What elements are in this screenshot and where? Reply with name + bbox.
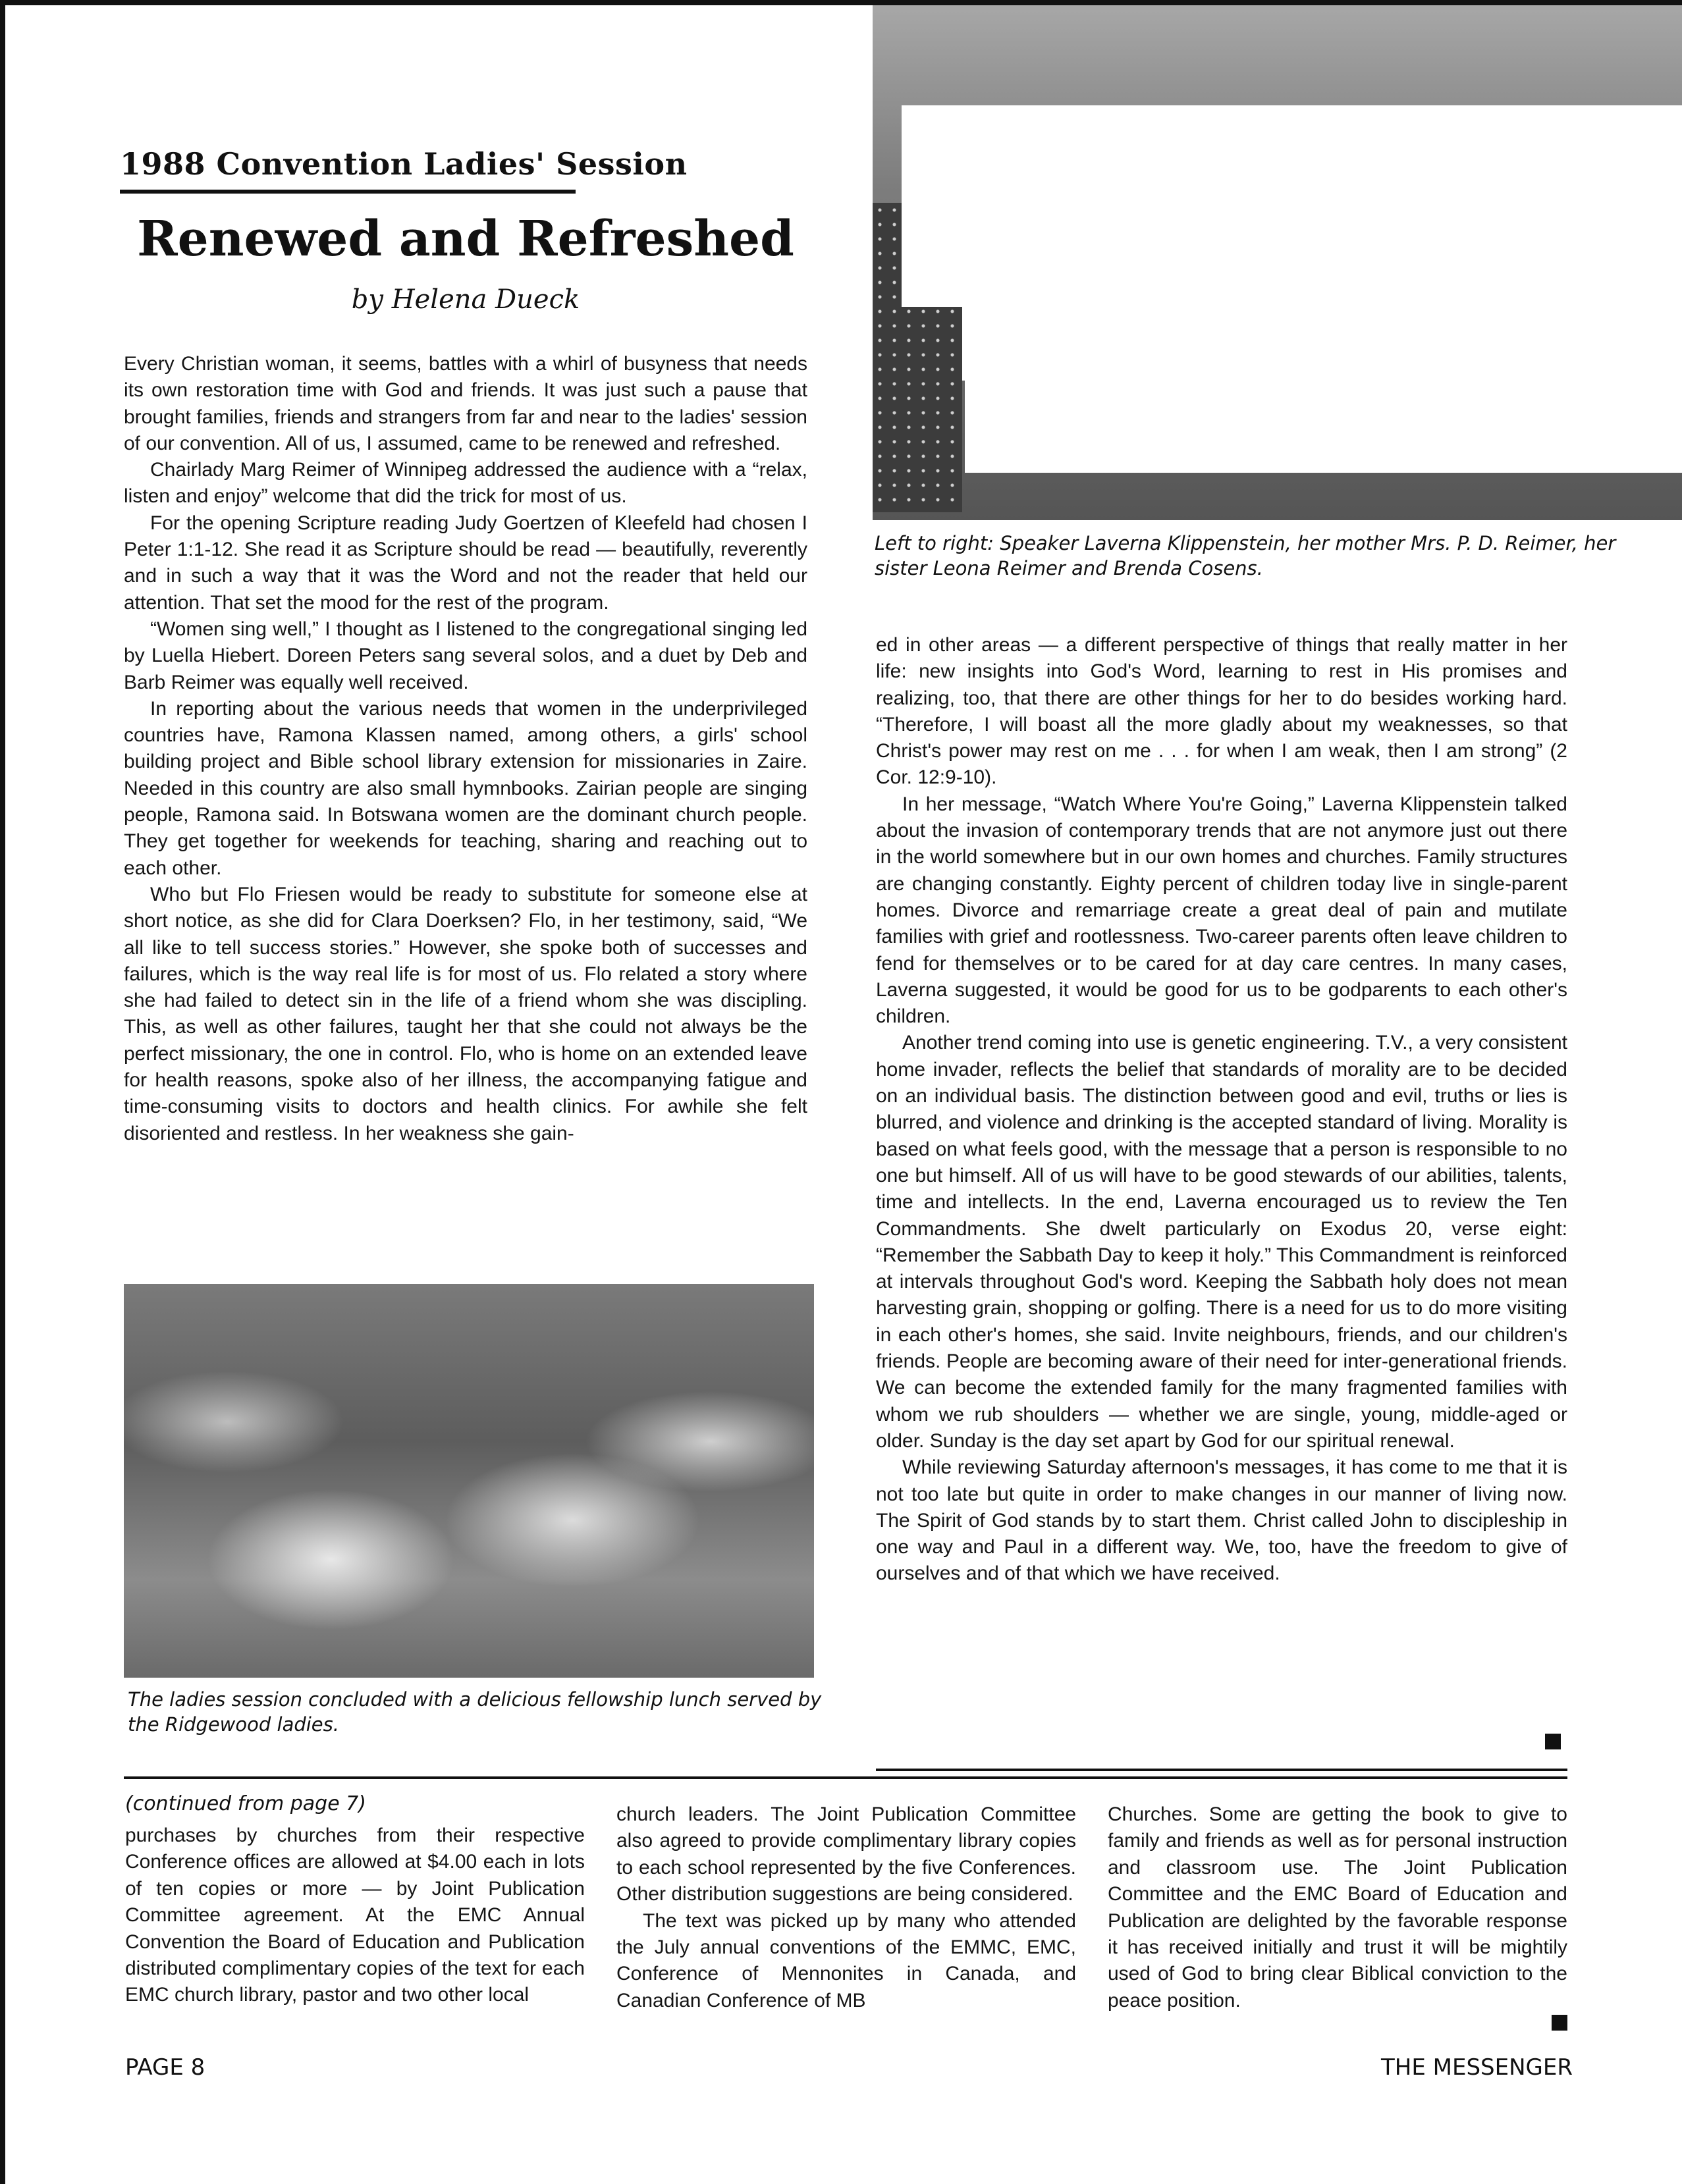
article-column-left xyxy=(124,351,807,1147)
paragraph: In reporting about the various needs that women in the underprivileged countries have, Ramona Klassen named, among others, a girls' school building project and Bible school library extension for missionaries in Zaire. Needed in this country are also small hymnbooks. Zairian people are singing people, Ramona said. In Botswana women are the dominant church people. They get together for weekends for teaching, sharing and reaching out to each other. xyxy=(124,697,807,879)
continued-column-1 xyxy=(125,1823,585,2009)
article-column-right xyxy=(876,632,1567,1587)
page-number: PAGE 8 xyxy=(125,2054,205,2081)
continued-column-2 xyxy=(616,1801,1076,2014)
paragraph: Chairlady Marg Reimer of Winnipeg addressed the audience with a “relax, listen and enjoy” welcome that did the trick for most of us. xyxy=(124,459,807,508)
paragraph: church leaders. The Joint Publication Committee also agreed to provide complimentary library copies to each school represented by the five Conferences. Other distribution suggestions are being considered. xyxy=(616,1803,1076,1905)
paragraph: The text was picked up by many who attended the July annual conventions of the EMMC, EMC, Conference of Mennonites in Canada, and Canadian Conference of MB xyxy=(616,1909,1076,2011)
continued-end-mark xyxy=(1552,2015,1567,2031)
paragraph: purchases by churches from their respective Conference offices are allowed at $4.00 each in lots of ten copies or more — by Joint Publication Committee agreement. At the EMC Annual Convention the Board of Education and Publication distributed complimentary copies of the text for each EMC church library, pastor and two other local xyxy=(125,1824,585,2006)
photo-redaction xyxy=(965,381,1682,473)
photo-caption-bottom: The ladies session concluded with a delicious fellowship lunch served by the Ridgewood ladies. xyxy=(128,1688,822,1736)
paragraph: While reviewing Saturday afternoon's messages, it has come to me that it is not too late but quite in order to make changes in our manner of living now. The Spirit of God stands by to start them. Christ called John to discipleship in one way and Paul in a different way. We, too, have the freedom to give of ourselves and of that which we have received. xyxy=(876,1456,1567,1585)
paragraph: For the opening Scripture reading Judy Goertzen of Kleefeld had chosen I Peter 1:1-12. She read it as Scripture should be read — beautifully, reverently and in such a way that it was the Word and not the reader that held our attention. That set the mood for the rest of the program. xyxy=(124,512,807,614)
paragraph: “Women sing well,” I thought as I listened to the congregational singing led by Luella Hiebert. Doreen Peters sang several solos, and a duet by Deb and Barb Reimer was equally well received. xyxy=(124,618,807,693)
column-rule xyxy=(876,1769,1567,1771)
photo-caption-top: Left to right: Speaker Laverna Klippenstein, her mother Mrs. P. D. Reimer, her sister Leona Reimer and Brenda Cosens. xyxy=(875,532,1616,579)
speakers-photo xyxy=(873,5,1682,520)
article-byline: by Helena Dueck xyxy=(351,284,580,315)
fellowship-lunch-photo xyxy=(124,1284,814,1678)
paragraph: Another trend coming into use is genetic engineering. T.V., a very consistent home invader, reflects the belief that standards of morality are to be decided on an individual basis. The distinction between good and evil, truths or lies is blurred, and violence and drinking is the accepted standard of living. Morality is based on what feels good, with the message that a person is responsible to no one but himself. All of us will have to be good stewards of our abilities, talents, time and intellects. In the end, Laverna encouraged us to review the Ten Commandments. She dwelt particularly on Exodus 20, verse eight: “Remember the Sabbath Day to keep it holy.” This Commandment is reinforced at intervals throughout God's word. Keeping the Sabbath holy does not mean harvesting grain, shopping or golfing. There is a need for us to do more visiting in each other's homes, she said. Invite neighbours, friends, and our children's friends. People are becoming aware of their need for inter-generational friends. We can become the extended family for the many fragmented families with whom we rub shoulders — whether we are single, young, middle-aged or older. Sunday is the day set apart by God for our spiritual renewal. xyxy=(876,1032,1567,1452)
kicker-underline xyxy=(120,190,576,194)
publication-name: THE MESSENGER xyxy=(1381,2054,1573,2081)
left-border xyxy=(0,0,5,2184)
section-divider xyxy=(124,1776,1567,1779)
article-headline: Renewed and Refreshed xyxy=(137,211,794,267)
photo-redaction xyxy=(902,105,1682,307)
paragraph: ed in other areas — a different perspective of things that really matter in her life: new insights into God's Word, learning to rest in His promises and realizing, too, that there are other things for her to do besides working hard. “Therefore, I will boast all the more gladly about my weaknesses, so that Christ's power may rest on me . . . for when I am weak, then I am strong” (2 Cor. 12:9-10). xyxy=(876,634,1567,789)
section-kicker: 1988 Convention Ladies' Session xyxy=(120,146,688,182)
paragraph: Churches. Some are getting the book to give to family and friends as well as for personal instruction and classroom use. The Joint Publication Committee and the EMC Board of Education and Publication are delighted by the favorable response it has received initially and trust it will be mightily used of God to bring clear Biblical conviction to the peace position. xyxy=(1108,1803,1567,2011)
continued-label: (continued from page 7) xyxy=(125,1792,366,1815)
paragraph: In her message, “Watch Where You're Going,” Laverna Klippenstein talked about the invasion of contemporary trends that are not anymore just out there in the world somewhere but in our own homes and churches. Family structures are changing constantly. Eighty percent of children today live in single-parent homes. Divorce and remarriage create a great deal of pain and mutilate families with grief and rootlessness. Two-career parents often leave children to fend for themselves or to be cared for at day care centres. In many cases, Laverna suggested, it would be good for us to be godparents to each other's children. xyxy=(876,793,1567,1028)
photo-redaction xyxy=(962,307,1682,381)
top-border xyxy=(0,0,1682,5)
article-end-mark xyxy=(1545,1734,1561,1749)
paragraph: Every Christian woman, it seems, battles with a whirl of busyness that needs its own restoration time with God and friends. It was just such a pause that brought families, friends and strangers from far and near to the ladies' session of our convention. All of us, I assumed, came to be renewed and refreshed. xyxy=(124,353,807,454)
continued-column-3 xyxy=(1108,1801,1567,2014)
paragraph: Who but Flo Friesen would be ready to substitute for someone else at short notice, as she did for Clara Doerksen? Flo, in her testimony, said, “We all like to tell success stories.” However, she spoke both of successes and failures, which is the way real life is for most of us. Flo related a story where she had failed to detect sin in the life of a friend whom she was discipling. This, as well as other failures, taught her that she could not always be the perfect missionary, the one in control. Flo, who is home on an extended leave for health reasons, spoke also of her illness, the accompanying fatigue and time-consuming visits to doctors and health clinics. For awhile she felt disoriented and restless. In her weakness she gain- xyxy=(124,883,807,1144)
